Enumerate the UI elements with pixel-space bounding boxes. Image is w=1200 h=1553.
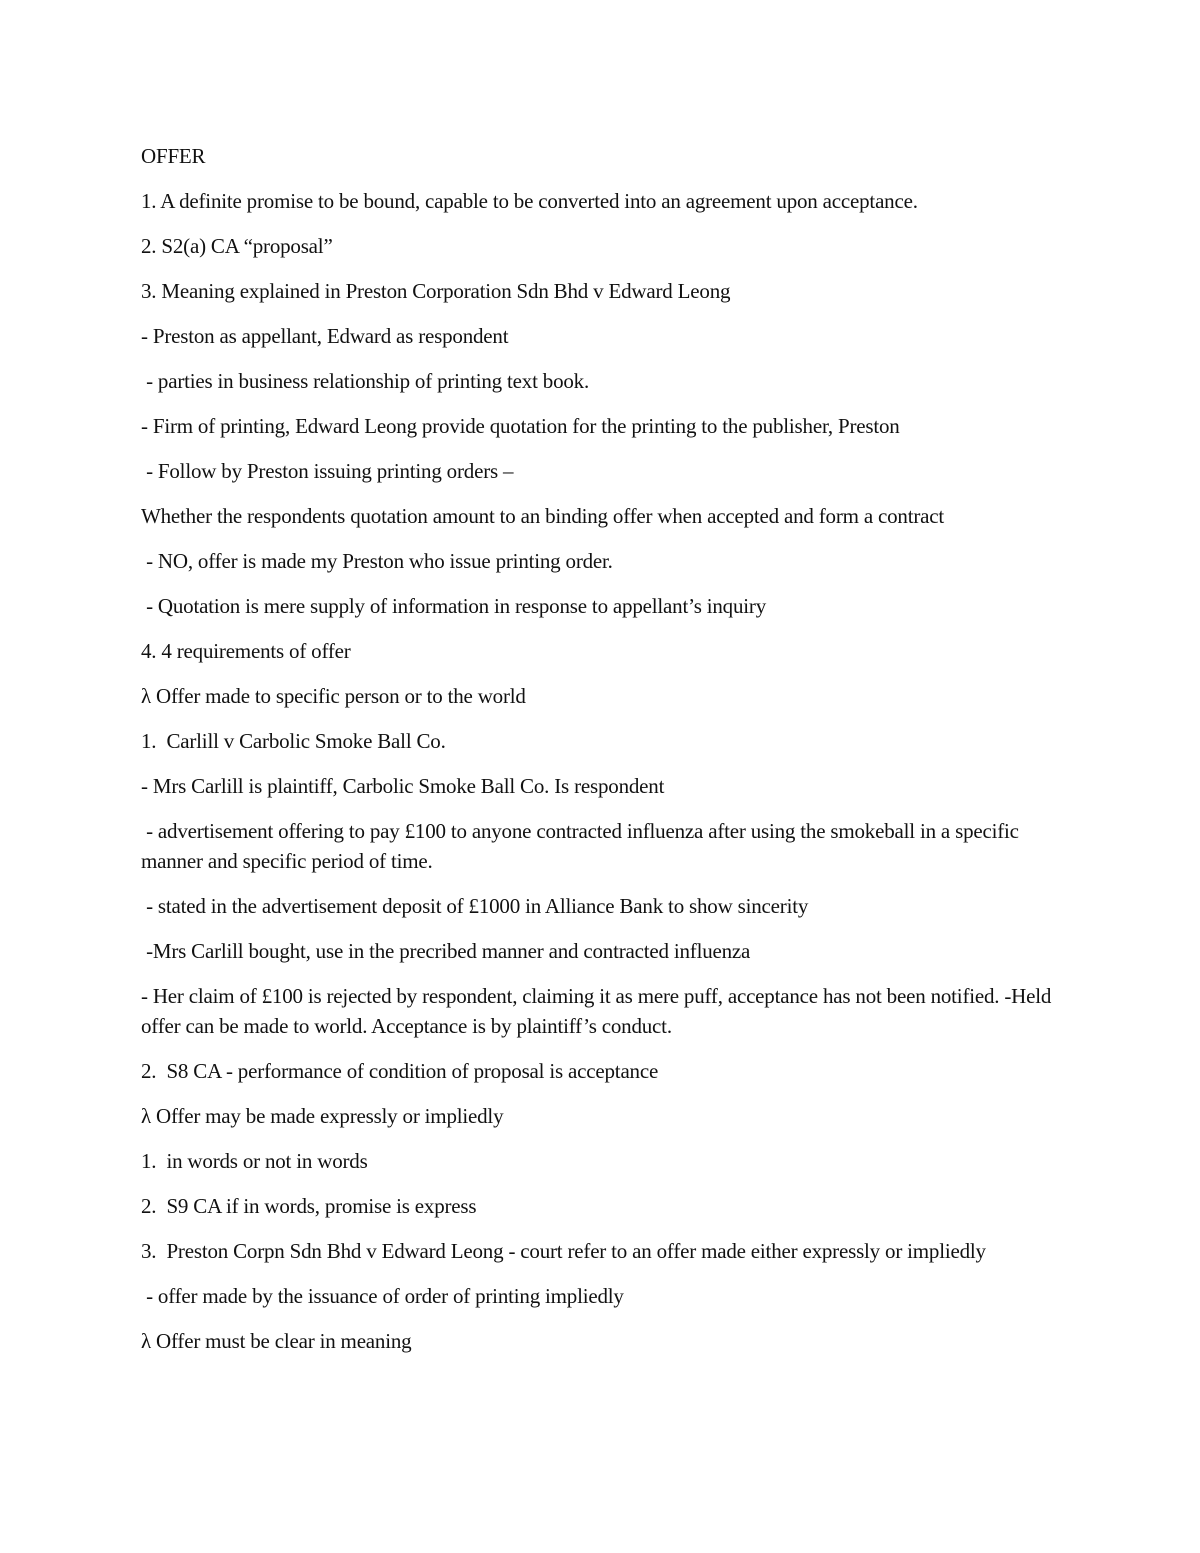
- paragraph: 3. Preston Corpn Sdn Bhd v Edward Leong - court refer to an offer made either expressly or impliedly: [141, 1239, 986, 1263]
- paragraph: Whether the respondents quotation amount to an binding offer when accepted and form a contract: [141, 504, 945, 528]
- paragraph: - Firm of printing, Edward Leong provide quotation for the printing to the publisher, Preston: [141, 414, 900, 438]
- paragraph: - offer made by the issuance of order of printing impliedly: [141, 1284, 624, 1308]
- paragraph: 2. S8 CA - performance of condition of proposal is acceptance: [141, 1059, 659, 1083]
- paragraph: 1. in words or not in words: [141, 1149, 368, 1173]
- paragraph: 2. S2(a) CA “proposal”: [141, 234, 333, 258]
- bullet-paragraph: λ Offer must be clear in meaning: [141, 1329, 412, 1353]
- paragraph: - parties in business relationship of printing text book.: [141, 369, 590, 393]
- paragraph: -Mrs Carlill bought, use in the precribed manner and contracted influenza: [141, 939, 751, 963]
- bullet-paragraph: λ Offer made to specific person or to the world: [141, 684, 526, 708]
- document-body: [141, 141, 1061, 1371]
- paragraph: - Quotation is mere supply of information in response to appellant’s inquiry: [141, 594, 766, 618]
- paragraph: 2. S9 CA if in words, promise is express: [141, 1194, 477, 1218]
- document-title: OFFER: [141, 144, 206, 168]
- paragraph: 1. A definite promise to be bound, capable to be converted into an agreement upon acceptance.: [141, 189, 918, 213]
- paragraph: - Her claim of £100 is rejected by respondent, claiming it as mere puff, acceptance has not been notified. -Held offer can be made to world. Acceptance is by plaintiff’s conduct.: [141, 984, 1057, 1038]
- paragraph: - NO, offer is made my Preston who issue printing order.: [141, 549, 613, 573]
- paragraph: 3. Meaning explained in Preston Corporation Sdn Bhd v Edward Leong: [141, 279, 731, 303]
- paragraph: 1. Carlill v Carbolic Smoke Ball Co.: [141, 729, 446, 753]
- paragraph: - Mrs Carlill is plaintiff, Carbolic Smoke Ball Co. Is respondent: [141, 774, 665, 798]
- paragraph: - stated in the advertisement deposit of £1000 in Alliance Bank to show sincerity: [141, 894, 809, 918]
- paragraph: 4. 4 requirements of offer: [141, 639, 351, 663]
- paragraph: - Preston as appellant, Edward as respondent: [141, 324, 509, 348]
- paragraph: - Follow by Preston issuing printing orders –: [141, 459, 514, 483]
- bullet-paragraph: λ Offer may be made expressly or impliedly: [141, 1104, 504, 1128]
- paragraph: - advertisement offering to pay £100 to anyone contracted influenza after using the smokeball in a specific manner and specific period of time.: [141, 819, 1024, 873]
